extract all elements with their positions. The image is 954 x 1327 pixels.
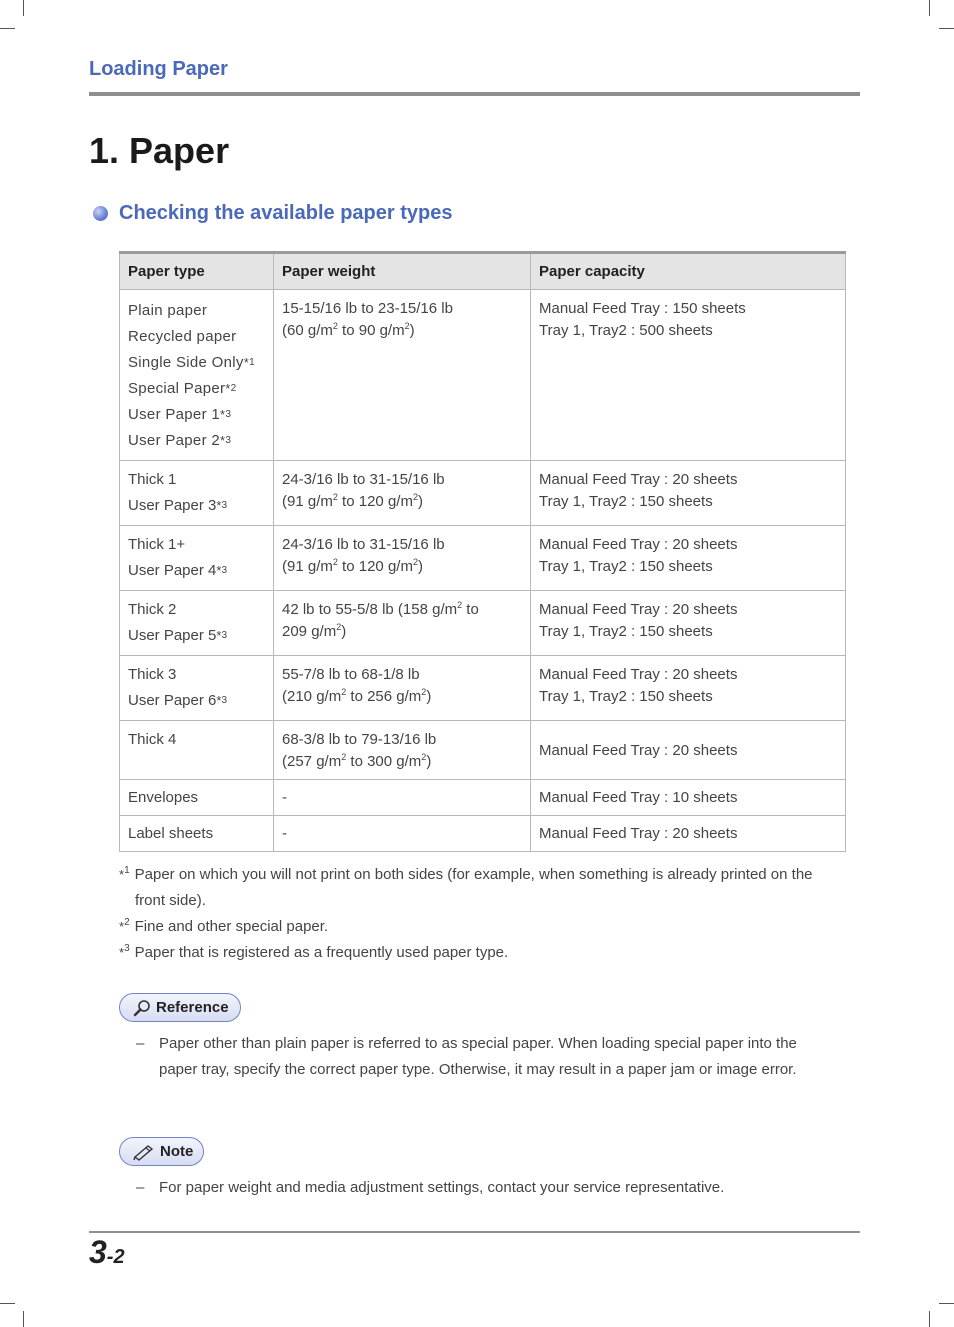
paper-type-name: Single Side Only*1 — [128, 354, 255, 371]
paper-capacity-line: Tray 1, Tray2 : 150 sheets — [539, 493, 713, 510]
cell-paper-weight — [274, 816, 531, 852]
cell-paper-weight — [274, 780, 531, 816]
column-header-paper-type: Paper type — [120, 253, 274, 290]
paper-capacity-line: Tray 1, Tray2 : 500 sheets — [539, 322, 713, 339]
paper-weight-line: 42 lb to 55-5/8 lb (158 $g/m^2$ to — [282, 600, 479, 618]
paper-weight-line: - — [282, 788, 287, 806]
cell-paper-capacity — [531, 461, 846, 526]
column-header-paper-capacity: Paper capacity — [531, 253, 846, 290]
paper-weight-line: 15-15/16 lb to 23-15/16 lb — [282, 300, 453, 317]
cell-paper-weight — [274, 656, 531, 721]
paper-type-name: User Paper 1*3 — [128, 406, 232, 423]
paper-type-name: Thick 1 — [128, 471, 177, 488]
magnifier-icon — [132, 999, 152, 1017]
crop-mark — [0, 1303, 15, 1304]
paper-capacity-line: Tray 1, Tray2 : 150 sheets — [539, 558, 713, 575]
paper-type-name: Thick 2 — [128, 601, 177, 618]
footnote-marker: * — [216, 628, 222, 643]
footnote-number: 3 — [221, 695, 227, 706]
table-row — [120, 656, 846, 721]
blue-bullet-icon — [93, 206, 108, 221]
footnote — [119, 862, 864, 888]
footnote-marker: * — [216, 498, 222, 513]
paper-capacity-line: Manual Feed Tray : 20 sheets — [539, 666, 738, 683]
table-header-row — [120, 253, 846, 290]
reference-line: paper tray, specify the correct paper type. Otherwise, it may result in a paper jam or image error. — [159, 1061, 797, 1078]
footnote-number: 2 — [230, 383, 237, 394]
paper-weight-line: (91 $g/m^2$ to 120 $g/m^2$) — [282, 492, 423, 510]
table-row — [120, 290, 846, 461]
note-item — [136, 1175, 836, 1201]
paper-type-name: User Paper 2*3 — [128, 432, 232, 449]
paper-capacity-line: Manual Feed Tray : 20 sheets — [539, 601, 738, 618]
footnote-marker: *$^1$ — [119, 865, 130, 882]
footnote-marker: * — [216, 693, 222, 708]
footnote-text: Fine and other special paper. — [134, 918, 329, 935]
footnote-marker: * — [243, 355, 250, 370]
crop-mark — [0, 28, 15, 29]
section-header: Loading Paper — [89, 58, 228, 80]
reference-label: Reference — [156, 999, 229, 1016]
footnote-marker: * — [219, 433, 226, 448]
footnote — [119, 914, 864, 940]
paper-weight-line: 24-3/16 lb to 31-15/16 lb — [282, 471, 445, 488]
table-row — [120, 816, 846, 852]
footnote-text: Paper on which you will not print on both sides (for example, when something is already printed on the — [134, 866, 813, 883]
footnote-marker: *$^2$ — [119, 917, 130, 934]
paper-type-name: Label sheets — [128, 824, 214, 842]
crop-mark — [929, 0, 930, 16]
cell-paper-weight — [274, 721, 531, 780]
reference-item — [136, 1031, 836, 1083]
crop-mark — [939, 28, 954, 29]
paper-weight-line: - — [282, 824, 287, 842]
cell-paper-weight — [274, 591, 531, 656]
cell-paper-type — [120, 656, 274, 721]
footnote-marker: * — [216, 563, 222, 578]
paper-weight-line: 55-7/8 lb to 68-1/8 lb — [282, 666, 420, 683]
cell-paper-capacity — [531, 290, 846, 461]
cell-paper-type — [120, 780, 274, 816]
footnotes — [119, 862, 864, 966]
header-rule — [89, 92, 860, 96]
footnote-continuation: front side). — [135, 892, 206, 909]
footnote-number: 1 — [124, 865, 130, 876]
cell-paper-capacity — [531, 526, 846, 591]
paper-capacity-line: Manual Feed Tray : 10 sheets — [539, 788, 738, 806]
paper-capacity-line: Manual Feed Tray : 20 sheets — [539, 471, 738, 488]
paper-types-table — [119, 251, 846, 852]
reference-line: Paper other than plain paper is referred to as special paper. When loading special paper into the — [159, 1035, 797, 1052]
cell-paper-type — [120, 721, 274, 780]
cell-paper-type — [120, 526, 274, 591]
paper-weight-line: 68-3/8 lb to 79-13/16 lb — [282, 731, 437, 748]
paper-weight-line: (91 $g/m^2$ to 120 $g/m^2$) — [282, 557, 423, 575]
footnote-number: 3 — [225, 435, 232, 446]
footnote — [119, 940, 864, 966]
table-row — [120, 780, 846, 816]
crop-mark — [23, 1311, 24, 1327]
crop-mark — [939, 1303, 954, 1304]
footnote-number: 3 — [221, 565, 227, 576]
paper-type-name: Envelopes — [128, 788, 199, 806]
paper-type-name: Recycled paper — [128, 328, 237, 345]
page-title: 1. Paper — [89, 130, 230, 171]
table-row — [120, 721, 846, 780]
paper-weight-line: (210 $g/m^2$ to 256 $g/m^2$) — [282, 687, 432, 705]
table-row — [120, 461, 846, 526]
cell-paper-weight — [274, 290, 531, 461]
cell-paper-capacity — [531, 591, 846, 656]
note-line: For paper weight and media adjustment settings, contact your service representative. — [159, 1179, 725, 1196]
paper-weight-line: (60 $g/m^2$ to 90 $g/m^2$) — [282, 321, 415, 339]
paper-capacity-line: Manual Feed Tray : 150 sheets — [539, 300, 746, 317]
paper-type-name: User Paper 3*3 — [128, 497, 227, 514]
page-suffix: -2 — [106, 1246, 125, 1268]
footer-rule — [89, 1231, 860, 1233]
footnote-number: 3 — [124, 943, 130, 954]
paper-type-name: Special Paper*2 — [128, 380, 237, 397]
footnote-marker: *$^3$ — [119, 943, 130, 960]
cell-paper-capacity — [531, 816, 846, 852]
footnote-number: 2 — [124, 917, 130, 928]
chapter-number: 3 — [89, 1234, 107, 1270]
paper-capacity-line: Manual Feed Tray : 20 sheets — [539, 536, 738, 553]
cell-paper-weight — [274, 461, 531, 526]
paper-type-name: Thick 1+ — [128, 536, 186, 553]
paper-capacity-line: Tray 1, Tray2 : 150 sheets — [539, 688, 713, 705]
paper-weight-line: 209 $g/m^2$) — [282, 622, 347, 640]
crop-mark — [929, 1311, 930, 1327]
dash-bullet: – — [136, 1035, 145, 1052]
paper-type-name: Plain paper — [128, 302, 208, 319]
cell-paper-weight — [274, 526, 531, 591]
footnote-number: 3 — [225, 409, 232, 420]
paper-type-name: User Paper 6*3 — [128, 692, 227, 709]
page-number — [89, 1234, 125, 1271]
column-header-paper-weight: Paper weight — [274, 253, 531, 290]
subheading — [93, 202, 452, 225]
paper-type-name: Thick 4 — [128, 731, 177, 748]
cell-paper-capacity — [531, 721, 846, 780]
footnote-number: 3 — [221, 630, 227, 641]
subheading-text: Checking the available paper types — [119, 202, 453, 224]
footnote-marker: * — [219, 407, 226, 422]
cell-paper-type — [120, 290, 274, 461]
paper-type-name: Thick 3 — [128, 666, 177, 683]
cell-paper-type — [120, 591, 274, 656]
pencil-icon — [132, 1143, 156, 1161]
table-row — [120, 526, 846, 591]
paper-weight-line: (257 $g/m^2$ to 300 $g/m^2$) — [282, 752, 432, 770]
footnote-text: Paper that is registered as a frequently used paper type. — [134, 944, 509, 961]
paper-capacity-line: Manual Feed Tray : 20 sheets — [539, 742, 738, 759]
crop-mark — [23, 0, 24, 16]
paper-capacity-line: Tray 1, Tray2 : 150 sheets — [539, 623, 713, 640]
paper-capacity-line: Manual Feed Tray : 20 sheets — [539, 824, 738, 842]
cell-paper-type — [120, 816, 274, 852]
cell-paper-capacity — [531, 780, 846, 816]
paper-type-name: User Paper 4*3 — [128, 562, 227, 579]
dash-bullet: – — [136, 1179, 145, 1196]
reference-badge — [119, 993, 241, 1022]
paper-weight-line: 24-3/16 lb to 31-15/16 lb — [282, 536, 445, 553]
cell-paper-capacity — [531, 656, 846, 721]
footnote-marker: * — [225, 381, 231, 396]
note-label: Note — [160, 1143, 194, 1160]
cell-paper-type — [120, 461, 274, 526]
note-badge — [119, 1137, 204, 1166]
footnote-number: 1 — [249, 357, 255, 368]
footnote-number: 3 — [221, 500, 227, 511]
table-row — [120, 591, 846, 656]
paper-type-name: User Paper 5*3 — [128, 627, 227, 644]
